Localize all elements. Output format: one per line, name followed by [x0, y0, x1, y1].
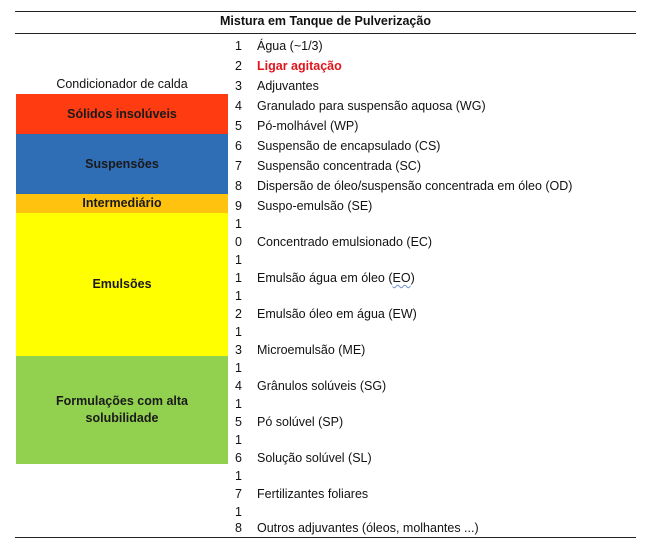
- step-number: 7: [235, 487, 242, 501]
- step-label-warning: Ligar agitação: [257, 59, 342, 73]
- step-number: 8: [235, 521, 242, 535]
- group-band-insoluble-solids: [16, 94, 228, 134]
- top-rule: [15, 11, 636, 12]
- step-number: 5: [235, 119, 242, 133]
- step-number: 9: [235, 199, 242, 213]
- step-label-suffix: ): [410, 271, 415, 285]
- header-rule: [15, 33, 636, 34]
- step-label: Granulado para suspensão aquosa (WG): [257, 99, 486, 113]
- step-number: 1: [235, 39, 242, 53]
- group-label: Suspensões: [85, 156, 159, 171]
- step-number: 3: [235, 79, 242, 93]
- group-band-suspensions: [16, 134, 228, 194]
- step-number: 5: [235, 415, 242, 429]
- step-number: 1: [235, 217, 242, 231]
- step-label: Outros adjuvantes (óleos, molhantes ...): [257, 521, 479, 535]
- step-number: 0: [235, 235, 242, 249]
- conditioner-label: Condicionador de calda: [56, 77, 188, 91]
- step-number: 7: [235, 159, 242, 173]
- step-label: Suspensão de encapsulado (CS): [257, 139, 441, 153]
- step-label: Adjuvantes: [257, 79, 319, 93]
- step-number: 4: [235, 99, 242, 113]
- step-number: 1: [235, 469, 242, 483]
- step-label: Suspensão concentrada (SC): [257, 159, 421, 173]
- step-number: 1: [235, 505, 242, 519]
- group-band-intermediate: [16, 194, 228, 213]
- group-label: Intermediário: [82, 196, 162, 210]
- step-number: 2: [235, 307, 242, 321]
- step-label: Solução solúvel (SL): [257, 451, 372, 465]
- step-label: Dispersão de óleo/suspensão concentrada em óleo (OD): [257, 179, 573, 193]
- step-number: 3: [235, 343, 242, 357]
- step-label: Grânulos solúveis (SG): [257, 379, 387, 393]
- table-title: Mistura em Tanque de Pulverização: [220, 14, 431, 28]
- step-number: 8: [235, 179, 242, 193]
- step-label: Concentrado emulsionado (EC): [257, 235, 433, 249]
- step-number: 1: [235, 397, 242, 411]
- group-label: Formulações com alta solubilidade: [56, 394, 188, 425]
- step-number: 2: [235, 59, 242, 73]
- group-band-high-solubility: [16, 356, 228, 464]
- step-number: 6: [235, 451, 242, 465]
- step-number: 4: [235, 379, 242, 393]
- group-label: Sólidos insolúveis: [67, 106, 177, 121]
- step-label: [257, 270, 415, 286]
- step-number: 1: [235, 433, 242, 447]
- step-label: Pó-molhável (WP): [257, 119, 359, 133]
- step-label: Microemulsão (ME): [257, 343, 366, 357]
- step-number: 1: [235, 271, 242, 285]
- step-label-prefix: Emulsão água em óleo (: [257, 271, 393, 285]
- step-label: Suspo-emulsão (SE): [257, 199, 373, 213]
- bottom-rule: [15, 537, 636, 538]
- step-number: 1: [235, 253, 242, 267]
- step-label: Pó solúvel (SP): [257, 415, 344, 429]
- step-label: Água (~1/3): [257, 39, 323, 53]
- group-label: Emulsões: [92, 277, 152, 291]
- step-label: Fertilizantes foliares: [257, 487, 369, 501]
- step-number: 1: [235, 289, 242, 303]
- step-number: 1: [235, 361, 242, 375]
- step-number: 6: [235, 139, 242, 153]
- spellcheck-underlined-code: EO: [392, 271, 411, 285]
- step-number: 1: [235, 325, 242, 339]
- step-label: Emulsão óleo em água (EW): [257, 307, 417, 321]
- group-band-emulsions: [16, 213, 228, 356]
